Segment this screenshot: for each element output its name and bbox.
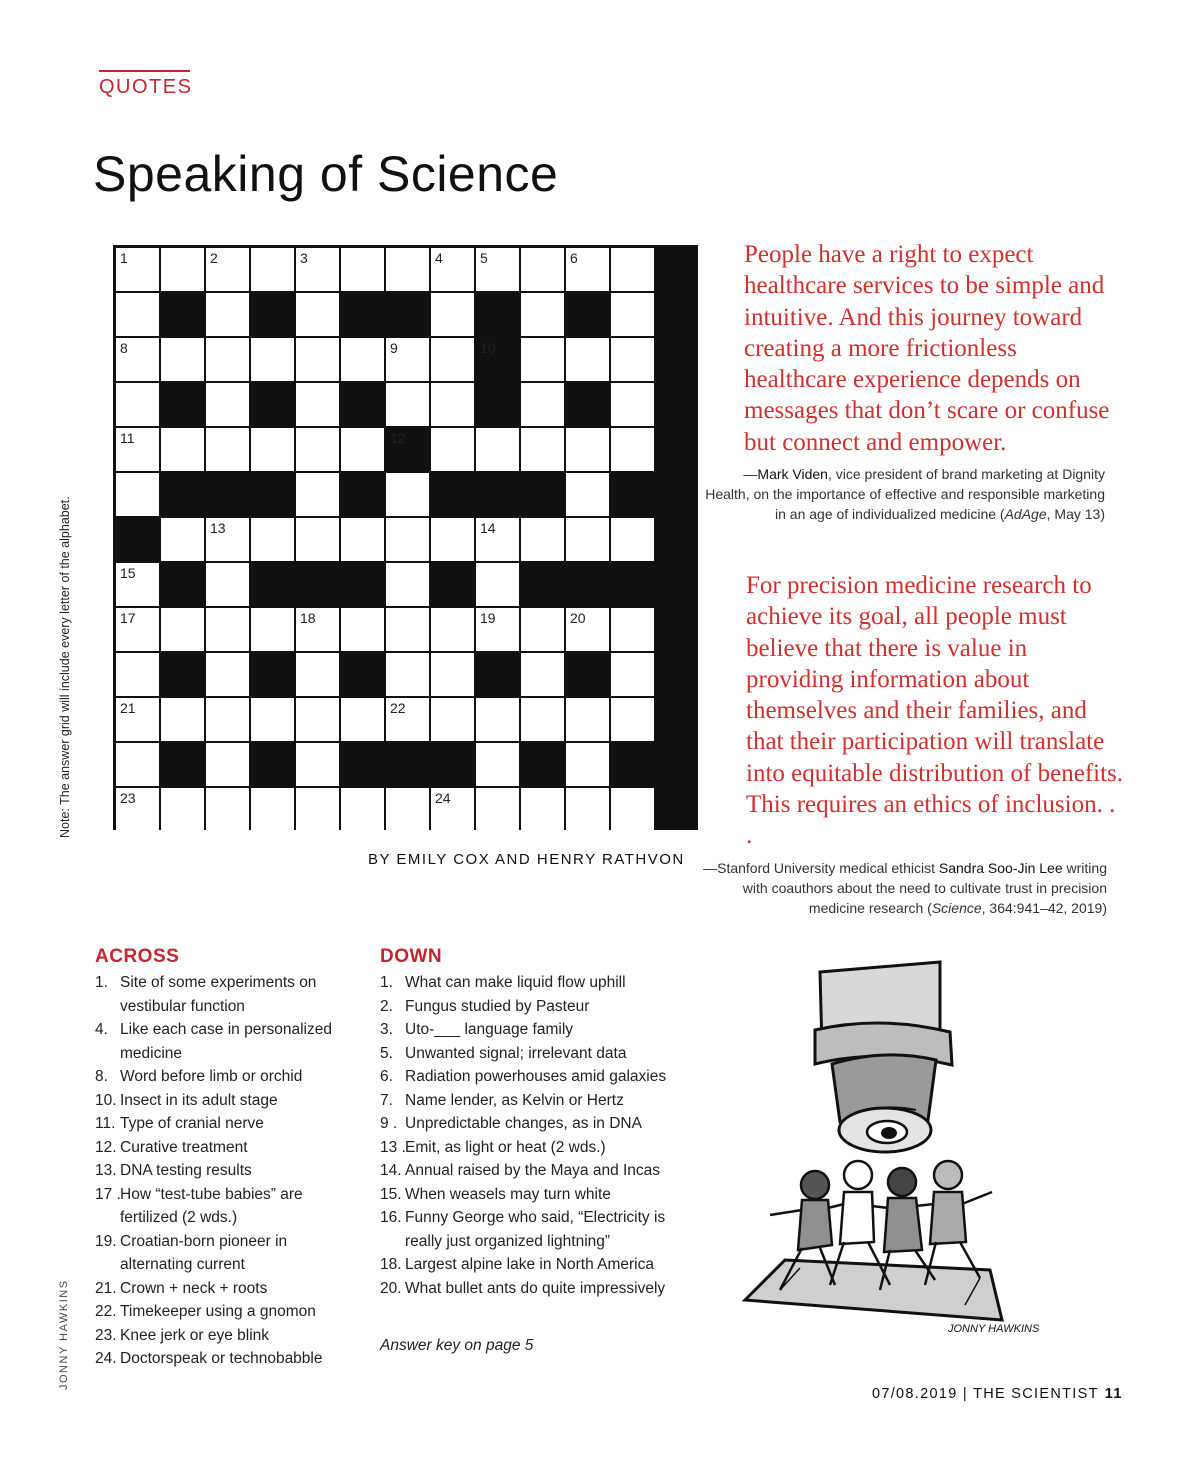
clue-text: Curative treatment xyxy=(120,1138,248,1156)
grid-block xyxy=(611,473,654,516)
cell-number: 12 xyxy=(390,430,406,446)
crossword-grid xyxy=(113,245,698,830)
clue-number: 4. xyxy=(95,1021,108,1038)
quote-2: For precision medicine research to achieve its goal, all people must believe that there is value in providing information about themselves and their families, and that their participation will translate into equitable distribution of benefits. This requires an ethics of inclusion. . . xyxy=(746,572,1124,850)
grid-cell[interactable] xyxy=(161,428,204,471)
grid-cell[interactable] xyxy=(296,293,339,336)
grid-cell[interactable] xyxy=(251,338,294,381)
grid-block xyxy=(341,293,384,336)
clue-item xyxy=(95,1183,350,1230)
clue-text: Annual raised by the Maya and Incas xyxy=(405,1162,661,1179)
grid-cell[interactable] xyxy=(521,608,564,651)
cell-number: 11 xyxy=(120,430,135,446)
grid-block xyxy=(206,473,249,516)
grid-block xyxy=(161,653,204,696)
grid-block xyxy=(566,383,609,426)
grid-cell[interactable] xyxy=(611,518,654,561)
grid-cell[interactable] xyxy=(566,608,609,651)
clue-item xyxy=(380,1089,670,1113)
cell-number: 8 xyxy=(120,340,128,356)
grid-cell[interactable] xyxy=(341,248,384,291)
dancer-body xyxy=(930,1192,966,1244)
clue-item xyxy=(380,971,670,995)
dancer-head xyxy=(844,1161,872,1189)
clue-text: When weasels may turn white xyxy=(405,1185,611,1203)
dancer-body xyxy=(798,1200,832,1250)
grid-cell[interactable] xyxy=(116,698,159,741)
grid-cell[interactable] xyxy=(161,608,204,651)
grid-cell[interactable] xyxy=(161,338,204,381)
grid-cell[interactable] xyxy=(296,653,339,696)
clue-text: Word before limb or orchid xyxy=(120,1068,303,1085)
clue-text: Largest alpine lake in North America xyxy=(405,1256,654,1273)
grid-cell[interactable] xyxy=(116,338,159,381)
dancer-head xyxy=(888,1168,916,1196)
grid-block xyxy=(251,563,294,606)
grid-cell[interactable] xyxy=(476,518,519,561)
clue-number: 2. xyxy=(380,997,393,1015)
clue-text: Doctorspeak or technobabble xyxy=(120,1350,323,1367)
cell-number: 5 xyxy=(480,250,488,266)
grid-cell[interactable] xyxy=(341,788,384,831)
grid-block xyxy=(296,563,339,606)
clue-item xyxy=(95,1018,350,1065)
clue-number: 13 . xyxy=(380,1138,406,1156)
grid-block xyxy=(386,743,429,786)
clue-text: DNA testing results xyxy=(120,1162,252,1179)
grid-cell[interactable] xyxy=(296,518,339,561)
quote-1: People have a right to expect healthcare services to be simple and intuitive. And this journey toward creating a more frictionless healthcare experience depends on messages that don’t scare or confuse but connect and empower. xyxy=(744,241,1110,456)
grid-cell[interactable] xyxy=(206,563,249,606)
issue-date: 07/08.2019 xyxy=(872,1386,958,1402)
clue-item xyxy=(380,1206,670,1253)
clue-number: 16. xyxy=(380,1209,402,1226)
grid-cell[interactable] xyxy=(296,698,339,741)
clue-number: 20. xyxy=(380,1279,402,1297)
grid-block xyxy=(476,473,519,516)
cell-number: 13 xyxy=(210,520,226,536)
page-footer xyxy=(872,1386,1123,1402)
clue-item xyxy=(380,1018,670,1042)
attrib-end: , May 13) xyxy=(1046,506,1105,522)
grid-cell[interactable] xyxy=(116,608,159,651)
grid-block xyxy=(341,563,384,606)
clue-item xyxy=(380,1277,670,1301)
grid-cell[interactable] xyxy=(431,248,474,291)
cell-number: 17 xyxy=(120,610,136,626)
grid-block xyxy=(431,563,474,606)
clue-text: What bullet ants do quite impressively xyxy=(405,1279,666,1297)
grid-cell[interactable] xyxy=(611,383,654,426)
grid-cell[interactable] xyxy=(386,698,429,741)
grid-cell[interactable] xyxy=(386,473,429,516)
clue-number: 8. xyxy=(95,1068,108,1085)
grid-cell[interactable] xyxy=(386,653,429,696)
section-rule xyxy=(99,70,190,72)
grid-cell[interactable] xyxy=(611,788,654,831)
grid-cell[interactable] xyxy=(476,248,519,291)
cell-number: 15 xyxy=(120,565,136,581)
across-clues xyxy=(95,971,350,1371)
clue-item xyxy=(380,1183,670,1207)
grid-cell[interactable] xyxy=(611,608,654,651)
clue-number: 7. xyxy=(380,1091,393,1109)
clue-number: 23. xyxy=(95,1326,117,1344)
grid-cell[interactable] xyxy=(341,698,384,741)
grid-cell[interactable] xyxy=(116,788,159,831)
microscope-slide xyxy=(745,1260,1002,1320)
grid-block xyxy=(566,293,609,336)
grid-cell[interactable] xyxy=(431,698,474,741)
grid-block xyxy=(341,383,384,426)
clue-item xyxy=(95,1136,350,1160)
grid-cell[interactable] xyxy=(611,653,654,696)
answer-key-note: Answer key on page 5 xyxy=(380,1337,534,1354)
cell-number: 14 xyxy=(480,520,496,536)
grid-cell[interactable] xyxy=(116,473,159,516)
grid-cell[interactable] xyxy=(116,563,159,606)
grid-cell[interactable] xyxy=(296,428,339,471)
grid-cell[interactable] xyxy=(386,338,429,381)
grid-cell[interactable] xyxy=(296,608,339,651)
grid-cell[interactable] xyxy=(161,518,204,561)
grid-cell[interactable] xyxy=(521,518,564,561)
clue-number: 21. xyxy=(95,1279,117,1297)
grid-cell[interactable] xyxy=(296,743,339,786)
footer-separator: | xyxy=(962,1386,968,1402)
clue-item xyxy=(380,1065,670,1089)
clue-item xyxy=(380,1042,670,1066)
grid-cell[interactable] xyxy=(341,428,384,471)
cell-number: 22 xyxy=(390,700,406,716)
clue-number: 3. xyxy=(380,1021,393,1038)
grid-cell[interactable] xyxy=(611,248,654,291)
cell-number: 10 xyxy=(480,340,496,356)
grid-cell[interactable] xyxy=(296,473,339,516)
clue-item xyxy=(380,1159,670,1183)
grid-cell[interactable] xyxy=(386,248,429,291)
grid-cell[interactable] xyxy=(341,338,384,381)
grid-cell[interactable] xyxy=(476,563,519,606)
grid-cell[interactable] xyxy=(161,698,204,741)
grid-cell[interactable] xyxy=(521,788,564,831)
grid-block xyxy=(161,473,204,516)
grid-cell[interactable] xyxy=(566,698,609,741)
clue-number: 10. xyxy=(95,1091,117,1109)
grid-cell[interactable] xyxy=(476,788,519,831)
grid-block xyxy=(251,743,294,786)
grid-block xyxy=(251,473,294,516)
grid-cell[interactable] xyxy=(521,428,564,471)
clue-text: Crown + neck + roots xyxy=(120,1279,268,1297)
grid-cell[interactable] xyxy=(611,428,654,471)
grid-block xyxy=(476,383,519,426)
grid-cell[interactable] xyxy=(116,248,159,291)
clue-number: 24. xyxy=(95,1350,117,1367)
section-label: QUOTES xyxy=(99,76,193,98)
grid-block xyxy=(566,563,609,606)
grid-cell[interactable] xyxy=(521,248,564,291)
clue-item xyxy=(380,1253,670,1277)
clue-number: 5. xyxy=(380,1044,393,1062)
grid-cell[interactable] xyxy=(206,743,249,786)
grid-cell[interactable] xyxy=(431,653,474,696)
cell-number: 2 xyxy=(210,250,218,266)
clue-number: 19. xyxy=(95,1232,117,1250)
dancer-head xyxy=(801,1171,829,1199)
clue-item xyxy=(95,1089,350,1113)
grid-cell[interactable] xyxy=(476,608,519,651)
grid-cell[interactable] xyxy=(566,338,609,381)
grid-cell[interactable] xyxy=(521,338,564,381)
clue-text: Fungus studied by Pasteur xyxy=(405,997,590,1015)
grid-cell[interactable] xyxy=(386,518,429,561)
clue-number: 11. xyxy=(95,1115,116,1132)
grid-cell[interactable] xyxy=(116,428,159,471)
grid-cell[interactable] xyxy=(611,338,654,381)
clue-item xyxy=(95,1324,350,1348)
clue-text: What can make liquid flow uphill xyxy=(405,974,626,991)
grid-cell[interactable] xyxy=(611,698,654,741)
grid-block xyxy=(521,563,564,606)
grid-cell[interactable] xyxy=(296,338,339,381)
page-title: Speaking of Science xyxy=(93,146,559,202)
clue-item xyxy=(95,1277,350,1301)
clue-number: 6. xyxy=(380,1068,393,1085)
clue-number: 15. xyxy=(380,1185,402,1203)
grid-cell[interactable] xyxy=(206,698,249,741)
grid-cell[interactable] xyxy=(341,608,384,651)
clue-text: Croatian-born pioneer in alternating current xyxy=(120,1232,288,1273)
grid-cell[interactable] xyxy=(431,608,474,651)
dancer-body xyxy=(840,1192,874,1244)
cell-number: 19 xyxy=(480,610,496,626)
cartoon-signature: JONNY HAWKINS xyxy=(948,1323,1040,1335)
grid-cell[interactable] xyxy=(566,473,609,516)
grid-cell[interactable] xyxy=(566,788,609,831)
illustrator-credit: JONNY HAWKINS xyxy=(58,1279,70,1390)
grid-cell[interactable] xyxy=(296,383,339,426)
grid-block xyxy=(161,563,204,606)
clue-text: Insect in its adult stage xyxy=(120,1091,278,1109)
across-heading: ACROSS xyxy=(95,946,180,967)
grid-cell[interactable] xyxy=(566,428,609,471)
grid-cell[interactable] xyxy=(566,248,609,291)
grid-cell[interactable] xyxy=(431,383,474,426)
clue-text: Funny George who said, “Electricity is really just organized lightning” xyxy=(405,1209,666,1250)
clue-number: 22. xyxy=(95,1303,117,1320)
grid-block xyxy=(161,293,204,336)
clue-number: 1. xyxy=(95,974,108,991)
clue-item xyxy=(95,1300,350,1324)
clue-item xyxy=(95,1230,350,1277)
clue-item xyxy=(95,1065,350,1089)
clue-text: Radiation powerhouses amid galaxies xyxy=(405,1068,667,1085)
clue-number: 13. xyxy=(95,1162,117,1179)
clue-number: 1. xyxy=(380,974,393,991)
page-number: 11 xyxy=(1104,1386,1123,1402)
grid-cell[interactable] xyxy=(611,293,654,336)
grid-block xyxy=(476,338,519,381)
grid-block xyxy=(566,653,609,696)
grid-block xyxy=(476,293,519,336)
attrib-name: Sandra Soo-Jin Lee xyxy=(938,860,1063,876)
grid-cell[interactable] xyxy=(116,743,159,786)
grid-cell[interactable] xyxy=(251,788,294,831)
cell-number: 24 xyxy=(435,790,451,806)
clue-text: Uto-___ language family xyxy=(405,1021,574,1038)
attrib-source: AdAge xyxy=(1004,506,1047,522)
clue-number: 17 . xyxy=(95,1185,121,1203)
dancer-head xyxy=(934,1161,962,1189)
grid-cell[interactable] xyxy=(206,518,249,561)
grid-cell[interactable] xyxy=(251,698,294,741)
grid-cell[interactable] xyxy=(206,788,249,831)
grid-cell[interactable] xyxy=(431,788,474,831)
grid-cell[interactable] xyxy=(251,428,294,471)
grid-block xyxy=(521,473,564,516)
cell-number: 18 xyxy=(300,610,316,626)
lens-pupil xyxy=(881,1127,897,1139)
grid-cell[interactable] xyxy=(431,293,474,336)
grid-block xyxy=(476,653,519,696)
grid-cell[interactable] xyxy=(296,248,339,291)
grid-cell[interactable] xyxy=(521,698,564,741)
down-heading: DOWN xyxy=(380,946,443,967)
attrib-end: , 364:941–42, 2019) xyxy=(981,900,1107,916)
grid-cell[interactable] xyxy=(476,698,519,741)
grid-cell[interactable] xyxy=(386,608,429,651)
clue-text: Unpredictable changes, as in DNA xyxy=(405,1115,642,1132)
grid-cell[interactable] xyxy=(521,383,564,426)
attrib-prefix: — xyxy=(743,466,758,482)
attrib-name: Mark Viden xyxy=(757,466,828,482)
grid-cell[interactable] xyxy=(476,428,519,471)
clue-text: Knee jerk or eye blink xyxy=(120,1326,270,1344)
cell-number: 6 xyxy=(570,250,578,266)
grid-block xyxy=(341,743,384,786)
grid-cell[interactable] xyxy=(251,248,294,291)
grid-block xyxy=(611,563,654,606)
grid-cell[interactable] xyxy=(206,293,249,336)
grid-cell[interactable] xyxy=(341,518,384,561)
grid-block xyxy=(431,743,474,786)
grid-cell[interactable] xyxy=(566,743,609,786)
clue-text: Type of cranial nerve xyxy=(120,1115,264,1132)
grid-cell[interactable] xyxy=(116,383,159,426)
clue-text: Site of some experiments on vestibular function xyxy=(120,974,317,1015)
grid-cell[interactable] xyxy=(476,743,519,786)
clue-number: 14. xyxy=(380,1162,402,1179)
clue-text: How “test-tube babies” are fertilized (2 wds.) xyxy=(120,1185,303,1226)
grid-cell[interactable] xyxy=(386,383,429,426)
grid-cell[interactable] xyxy=(251,518,294,561)
grid-block xyxy=(431,473,474,516)
clue-item xyxy=(95,971,350,1018)
clue-item xyxy=(95,1347,350,1371)
clue-item xyxy=(95,1159,350,1183)
grid-block xyxy=(611,743,654,786)
clue-text: Timekeeper using a gnomon xyxy=(120,1303,316,1320)
grid-cell[interactable] xyxy=(116,293,159,336)
grid-cell[interactable] xyxy=(431,428,474,471)
grid-cell[interactable] xyxy=(521,653,564,696)
grid-cell[interactable] xyxy=(566,518,609,561)
quote-2-attribution xyxy=(700,858,1107,918)
cell-number: 23 xyxy=(120,790,136,806)
grid-cell[interactable] xyxy=(206,338,249,381)
attrib-prefix: —Stanford University medical ethicist xyxy=(703,860,939,876)
clue-item xyxy=(95,1112,350,1136)
grid-block xyxy=(341,473,384,516)
cell-number: 3 xyxy=(300,250,308,266)
grid-note: Note: The answer grid will include every letter of the alphabet. xyxy=(58,496,72,838)
grid-cell[interactable] xyxy=(296,788,339,831)
grid-cell[interactable] xyxy=(206,653,249,696)
grid-cell[interactable] xyxy=(521,293,564,336)
clue-item xyxy=(380,995,670,1019)
grid-cell[interactable] xyxy=(431,518,474,561)
grid-block xyxy=(161,743,204,786)
attrib-text: , vice president of brand marketing at Dignity Health, on the importance of effective and responsible marketing in an age of individualized medicine ( xyxy=(705,466,1105,522)
grid-block xyxy=(341,653,384,696)
grid-cell[interactable] xyxy=(161,248,204,291)
clue-text: Unwanted signal; irrelevant data xyxy=(405,1044,627,1062)
grid-cell[interactable] xyxy=(206,248,249,291)
cell-number: 20 xyxy=(570,610,586,626)
grid-cell[interactable] xyxy=(206,428,249,471)
publication-name: THE SCIENTIST xyxy=(973,1386,1099,1402)
grid-cell[interactable] xyxy=(206,608,249,651)
clue-number: 18. xyxy=(380,1256,402,1273)
attrib-source: Science xyxy=(931,900,982,916)
grid-cell[interactable] xyxy=(206,383,249,426)
attrib-text: writing with coauthors about the need to cultivate trust in precision medicine research ( xyxy=(742,860,1107,916)
clue-number: 9 . xyxy=(380,1115,398,1132)
grid-block xyxy=(251,293,294,336)
clue-text: Emit, as light or heat (2 wds.) xyxy=(405,1138,606,1156)
clue-text: Like each case in personalized medicine xyxy=(120,1021,332,1062)
clue-number: 12. xyxy=(95,1138,117,1156)
clue-item xyxy=(380,1136,670,1160)
cell-number: 21 xyxy=(120,700,136,716)
clue-text: Name lender, as Kelvin or Hertz xyxy=(405,1091,624,1109)
grid-cell[interactable] xyxy=(251,608,294,651)
grid-cell[interactable] xyxy=(161,788,204,831)
grid-cell[interactable] xyxy=(386,788,429,831)
byline: BY EMILY COX AND HENRY RATHVON xyxy=(368,851,685,868)
grid-block xyxy=(521,743,564,786)
clue-item xyxy=(380,1112,670,1136)
grid-block xyxy=(386,293,429,336)
grid-cell[interactable] xyxy=(431,338,474,381)
cell-number: 9 xyxy=(390,340,398,356)
cell-number: 1 xyxy=(120,250,128,266)
quote-1-attribution xyxy=(700,464,1105,524)
cell-number: 4 xyxy=(435,250,443,266)
grid-cell[interactable] xyxy=(116,653,159,696)
microscope-cartoon xyxy=(740,960,1040,1370)
grid-block xyxy=(251,653,294,696)
grid-block xyxy=(251,383,294,426)
grid-cell[interactable] xyxy=(386,563,429,606)
down-clues xyxy=(380,971,670,1300)
grid-block xyxy=(116,518,159,561)
grid-block xyxy=(161,383,204,426)
grid-block xyxy=(386,428,429,471)
